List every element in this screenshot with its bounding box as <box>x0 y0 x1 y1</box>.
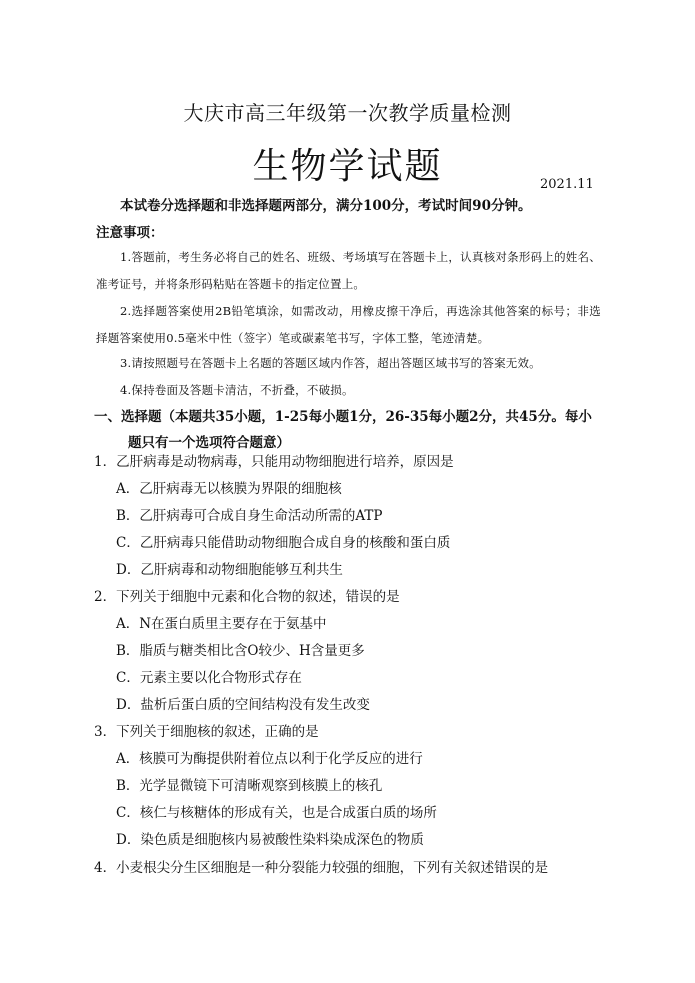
notes-heading: 注意事项： <box>96 225 164 241</box>
option-b: B．乙肝病毒可合成自身生命活动所需的ATP <box>116 508 383 524</box>
question-stem: 4．小麦根尖分生区细胞是一种分裂能力较强的细胞，下列有关叙述错误的是 <box>94 860 549 876</box>
exam-title: 大庆市高三年级第一次教学质量检测 <box>183 101 512 125</box>
question-stem: 2．下列关于细胞中元素和化合物的叙述，错误的是 <box>94 589 400 605</box>
section-heading-line2: 题只有一个选项符合题意） <box>128 435 290 451</box>
option-d: D．乙肝病毒和动物细胞能够互利共生 <box>116 562 343 578</box>
section-heading-line1: 一、选择题（本题共35小题，1-25每小题1分，26-35每小题2分，共45分。每小 <box>94 409 592 425</box>
question-4 <box>94 855 604 882</box>
option-c: C．元素主要以化合物形式存在 <box>116 670 302 686</box>
question-stem: 3．下列关于细胞核的叙述，正确的是 <box>94 724 319 740</box>
question-stem: 1．乙肝病毒是动物病毒，只能用动物细胞进行培养，原因是 <box>94 454 454 470</box>
note-item: 4.保持卷面及答题卡清洁，不折叠，不破损。 <box>120 383 354 397</box>
note-item: 2.选择题答案使用2B铅笔填涂，如需改动，用橡皮擦干净后，再选涂其他答案的标号；非选择题答案使用0.5毫米中性（签字）笔或碳素笔书写，字体工整，笔迹清楚。 <box>96 304 601 345</box>
option-b: B．光学显微镜下可清晰观察到核膜上的核孔 <box>116 778 383 794</box>
option-a: A．乙肝病毒无以核膜为界限的细胞核 <box>116 481 342 497</box>
note-item: 1.答题前，考生务必将自己的姓名、班级、考场填写在答题卡上，认真核对条形码上的姓名、准考证号，并将条形码粘贴在答题卡的指定位置上。 <box>96 250 601 291</box>
option-d: D．染色质是细胞核内易被酸性染料染成深色的物质 <box>116 832 424 848</box>
option-b: B．脂质与糖类相比含O较少、H含量更多 <box>116 643 365 659</box>
exam-date: 2021.11 <box>540 177 594 192</box>
option-c: C．乙肝病毒只能借助动物细胞合成自身的核酸和蛋白质 <box>116 535 451 551</box>
subject-title: 生物学试题 <box>252 146 443 187</box>
question-2 <box>94 584 604 719</box>
note-item: 3.请按照题号在答题卡上名题的答题区域内作答，超出答题区域书写的答案无效。 <box>120 356 541 370</box>
question-3 <box>94 719 604 854</box>
option-c: C．核仁与核糖体的形成有关，也是合成蛋白质的场所 <box>116 805 437 821</box>
question-1 <box>94 449 604 584</box>
option-d: D．盐析后蛋白质的空间结构没有发生改变 <box>116 697 370 713</box>
option-a: A．N在蛋白质里主要存在于氨基中 <box>116 616 327 632</box>
exam-intro: 本试卷分选择题和非选择题两部分，满分100分，考试时间90分钟。 <box>120 198 532 214</box>
option-a: A．核膜可为酶提供附着位点以利于化学反应的进行 <box>116 751 423 767</box>
